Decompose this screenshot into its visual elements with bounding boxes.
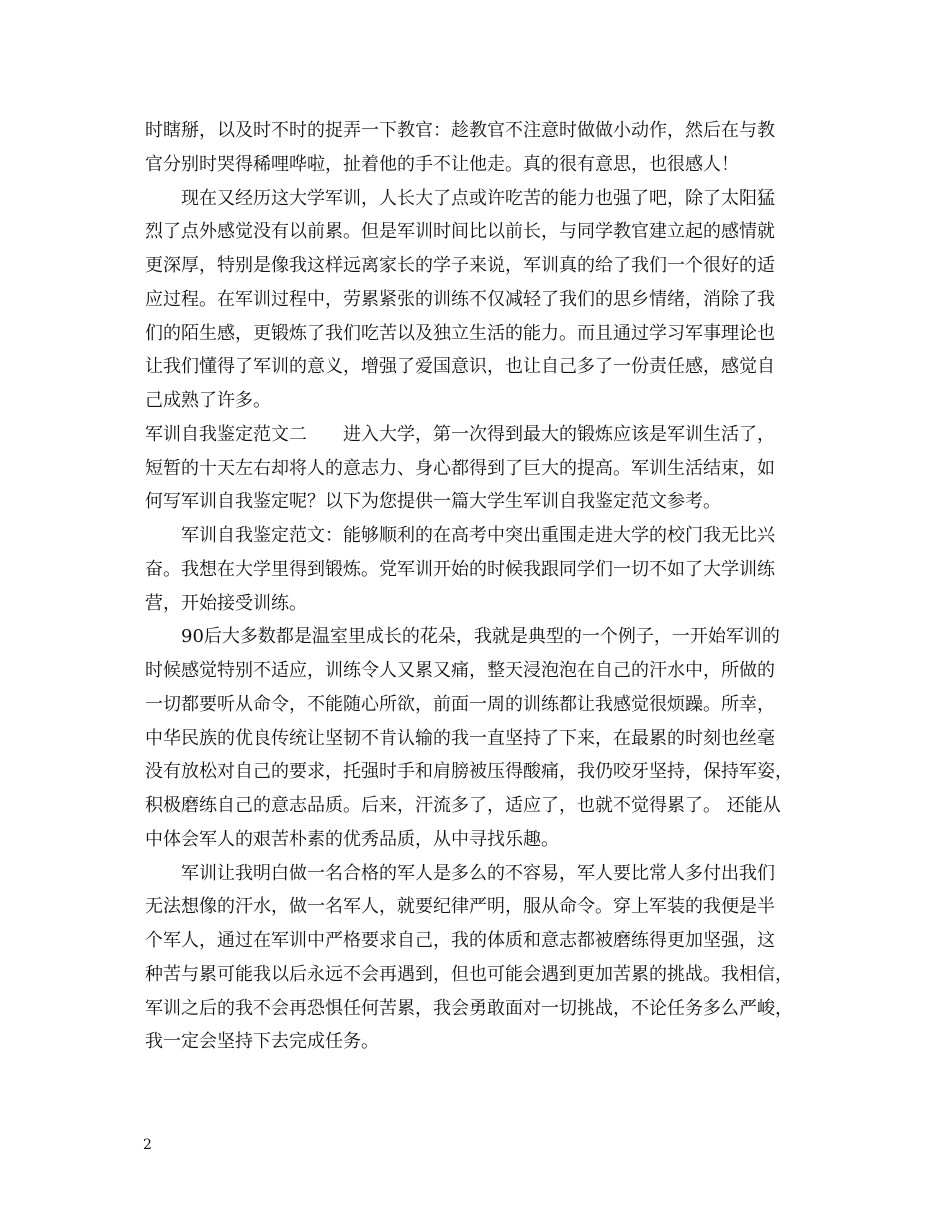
page-number: 2 [143, 1137, 152, 1153]
text-line: 让我们懂得了军训的意义，增强了爱国意识，也让自己多了一份责任感，感觉自 [145, 356, 775, 378]
text-line: 中体会军人的艰苦朴素的优秀品质，从中寻找乐趣。 [145, 828, 559, 850]
text-line: 烈了点外感觉没有以前累。但是军训时间比以前长，与同学教官建立起的感情就 [145, 221, 775, 243]
paragraph-start-line: 军训自我鉴定范文：能够顺利的在高考中突出重围走进大学的校门我无比兴 [181, 525, 775, 546]
paragraph-start-line: 90后大多数都是温室里成长的花朵，我就是典型的一个例子，一开始军训的 [181, 626, 780, 648]
text-line: 种苦与累可能我以后永远不会再遇到，但也可能会遇到更加苦累的挑战。我相信， [145, 963, 793, 985]
text-line: 中华民族的优良传统让坚韧不肯认输的我一直坚持了下来，在最累的时刻也丝毫 [145, 727, 775, 749]
text-line: 个军人，通过在军训中严格要求自己，我的体质和意志都被磨练得更加坚强，这 [145, 930, 775, 951]
text-line: 无法想像的汗水，做一名军人，就要纪律严明，服从命令。穿上军装的我便是半 [145, 896, 775, 918]
text-line: 积极磨练自己的意志品质。后来，汗流多了，适应了，也就不觉得累了。 还能从 [145, 795, 781, 816]
text-line: 奋。我想在大学里得到锻炼。党军训开始的时候我跟同学们一切不如了大学训练 [145, 558, 775, 580]
text-line: 己成熟了许多。 [145, 390, 271, 411]
text-line: 更深厚，特别是像我这样远离家长的学子来说，军训真的给了我们一个很好的适 [145, 255, 775, 276]
paragraph-start-line: 现在又经历这大学军训，人长大了点或许吃苦的能力也强了吧，除了太阳猛 [181, 187, 775, 209]
text-line: 官分别时哭得稀哩哗啦，扯着他的手不让他走。真的很有意思，也很感人！ [145, 153, 739, 175]
text-line: 时候感觉特别不适应，训练令人又累又痛，整天浸泡泡在自己的汗水中，所做的 [145, 660, 775, 681]
text-line: 们的陌生感，更锻炼了我们吃苦以及独立生活的能力。而且通过学习军事理论也 [145, 322, 775, 344]
text-line: 何写军训自我鉴定呢？以下为您提供一篇大学生军训自我鉴定范文参考。 [145, 491, 721, 513]
text-line: 没有放松对自己的要求，托强时手和肩膀被压得酸痛，我仍咬牙坚持，保持军姿， [145, 761, 793, 783]
text-line: 营，开始接受训练。 [145, 592, 307, 614]
section-heading-line: 军训自我鉴定范文二 进入大学，第一次得到最大的锻炼应该是军训生活了， [145, 423, 775, 445]
body-text [145, 114, 815, 1059]
text-line: 应过程。在军训过程中，劳累紧张的训练不仅减轻了我们的思乡情绪，消除了我 [145, 288, 775, 310]
text-line: 军训之后的我不会再恐惧任何苦累，我会勇敢面对一切挑战，不论任务多么严峻， [145, 997, 793, 1019]
text-line: 我一定会坚持下去完成任务。 [145, 1031, 379, 1053]
text-line: 短暂的十天左右却将人的意志力、身心都得到了巨大的提高。军训生活结束，如 [145, 457, 775, 479]
text-line: 一切都要听从命令，不能随心所欲，前面一周的训练都让我感觉很烦躁。所幸， [145, 693, 775, 715]
text-line: 时瞎掰，以及时不时的捉弄一下教官：趁教官不注意时做做小动作，然后在与教 [145, 120, 775, 141]
paragraph-start-line: 军训让我明白做一名合格的军人是多么的不容易，军人要比常人多付出我们 [181, 862, 775, 884]
